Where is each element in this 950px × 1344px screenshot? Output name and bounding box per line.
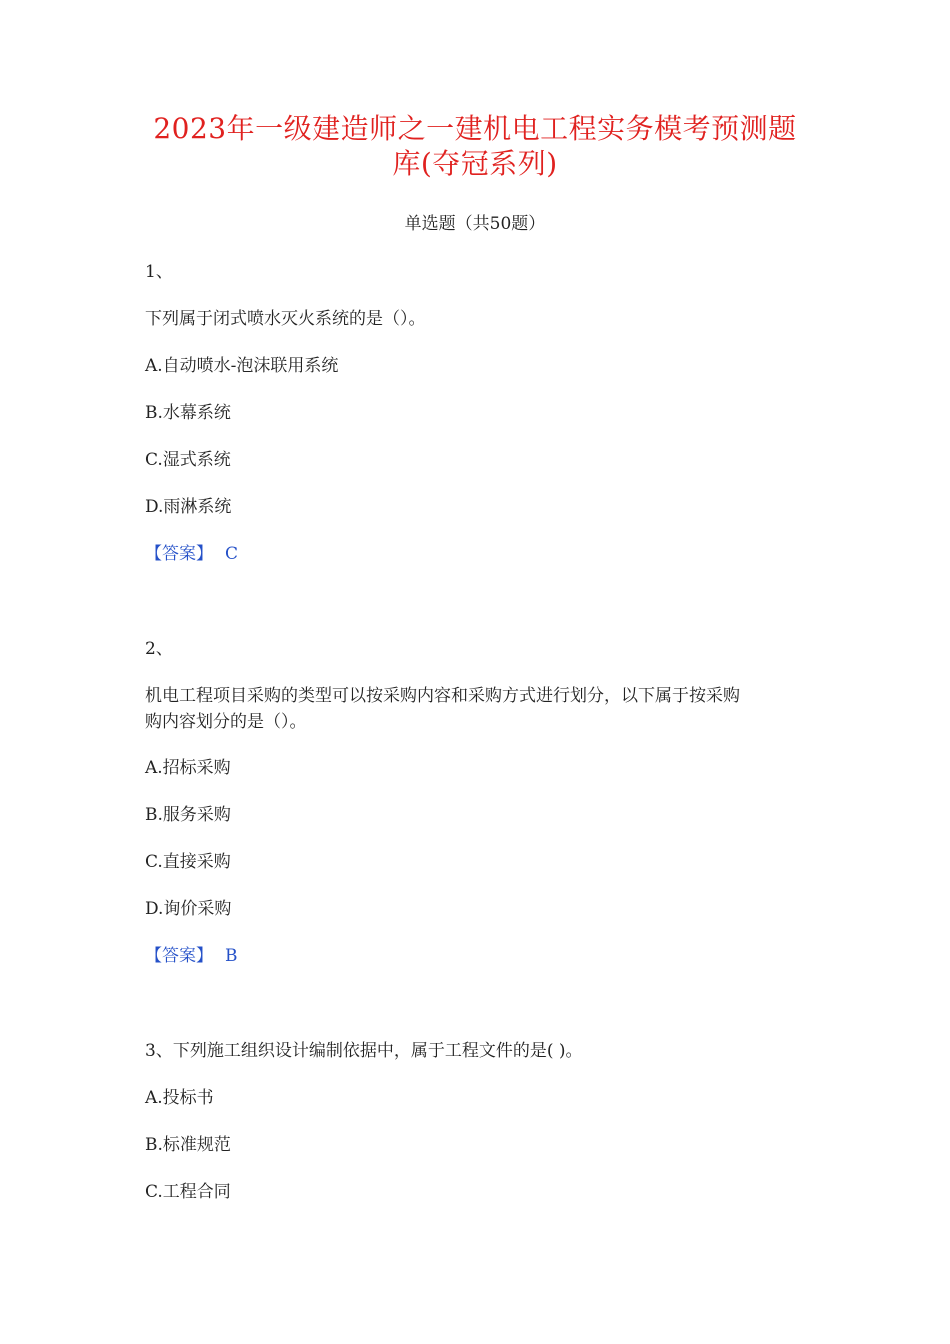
question-2-number: 2、: [145, 639, 173, 659]
question-2-answer: [145, 943, 825, 969]
question-2-stem-line1: 机电工程项目采购的类型可以按采购内容和采购方式进行划分，以下属于按采购: [145, 686, 740, 706]
question-3-stem: 3、下列施工组织设计编制依据中，属于工程文件的是( )。: [145, 1041, 583, 1061]
question-3-option-a: A.投标书: [145, 1088, 214, 1108]
answer-value: B: [225, 946, 238, 966]
question-1-stem: 下列属于闭式喷水灭火系统的是（）。: [145, 309, 426, 329]
question-1-number: 1、: [145, 262, 173, 282]
question-2-option-d: D.询价采购: [145, 899, 232, 919]
answer-label: 【答案】: [145, 544, 213, 564]
question-1-option-b: B.水幕系统: [145, 403, 231, 423]
section-heading: 单选题（共50题）: [404, 214, 546, 234]
question-3-option-b: B.标准规范: [145, 1135, 231, 1155]
answer-label: 【答案】: [145, 946, 213, 966]
question-3-option-c: C.工程合同: [145, 1182, 231, 1202]
question-2-option-a: A.招标采购: [145, 758, 231, 778]
question-2-option-c: C.直接采购: [145, 852, 231, 872]
question-2-stem-line2: 购内容划分的是（）。: [145, 712, 307, 732]
question-2-option-b: B.服务采购: [145, 805, 231, 825]
document-title-line2: 库(夺冠系列): [392, 147, 558, 180]
question-1-answer: [145, 541, 825, 567]
answer-value: C: [225, 544, 239, 564]
document-title-line1: 2023年一级建造师之一建机电工程实务模考预测题: [153, 112, 797, 145]
question-1-option-d: D.雨淋系统: [145, 497, 232, 517]
question-1-option-c: C.湿式系统: [145, 450, 231, 470]
question-1-option-a: A.自动喷水-泡沫联用系统: [145, 356, 339, 376]
